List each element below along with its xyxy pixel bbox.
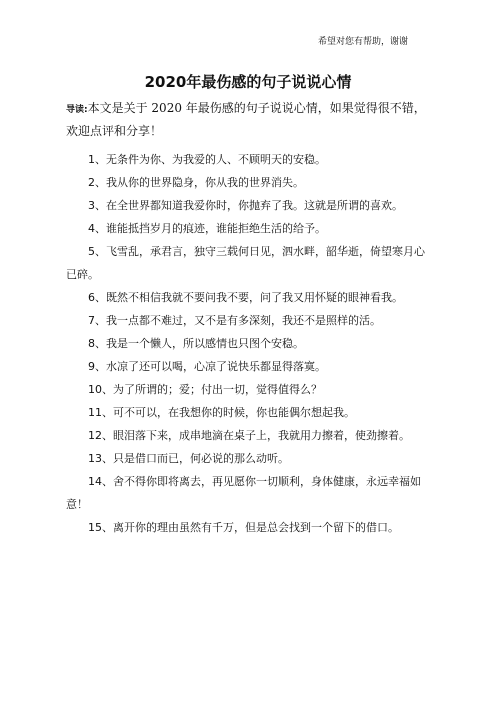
intro-text: 本文是关于 2020 年最伤感的句子说说心情，如果觉得很不错，欢迎点评和分享！ [66,101,426,138]
list-item: 6、既然不相信我就不要问我不要，问了我又用怀疑的眼神看我。 [88,291,403,304]
intro-label: 导读: [66,105,88,115]
page-header-note: 希望对您有帮助，谢谢 [317,37,408,47]
list-item: 1、无条件为你、为我爱的人、不顾明天的安稳。 [88,153,326,166]
document-intro [66,98,426,142]
list-item: 11、可不可以，在我想你的时候，你也能偶尔想起我。 [88,406,355,419]
list-item: 5、飞雪乱，承君言，独守三载何日见，泗水畔，韶华逝，倚望寒月心已碎。 [66,245,425,281]
list-item: 13、只是借口而已，何必说的那么动听。 [88,452,289,465]
list-item: 9、水凉了还可以喝，心凉了说快乐都显得落寞。 [88,360,326,373]
list-item: 3、在全世界都知道我爱你时，你抛弃了我。这就是所谓的喜欢。 [88,199,403,212]
list-item: 14、舍不得你即将离去，再见愿你一切顺利，身体健康，永远幸福如意！ [66,475,421,511]
quote-list [66,148,426,539]
list-item: 7、我一点都不难过，又不是有多深刻，我还不是照样的活。 [88,314,381,327]
list-item: 8、我是一个懒人，所以感情也只图个安稳。 [88,337,304,350]
list-item: 15、离开你的理由虽然有千万，但是总会找到一个留下的借口。 [88,521,399,534]
list-item: 10、为了所谓的；爱；付出一切，觉得值得么？ [88,383,322,396]
document-title: 2020年最伤感的句子说说心情 [144,73,352,91]
list-item: 12、眼泪落下来，成串地滴在桌子上，我就用力擦着，使劲擦着。 [88,429,410,442]
list-item: 2、我从你的世界隐身，你从我的世界消失。 [88,176,304,189]
list-item: 4、谁能抵挡岁月的痕迹，谁能拒绝生活的给予。 [88,222,326,235]
